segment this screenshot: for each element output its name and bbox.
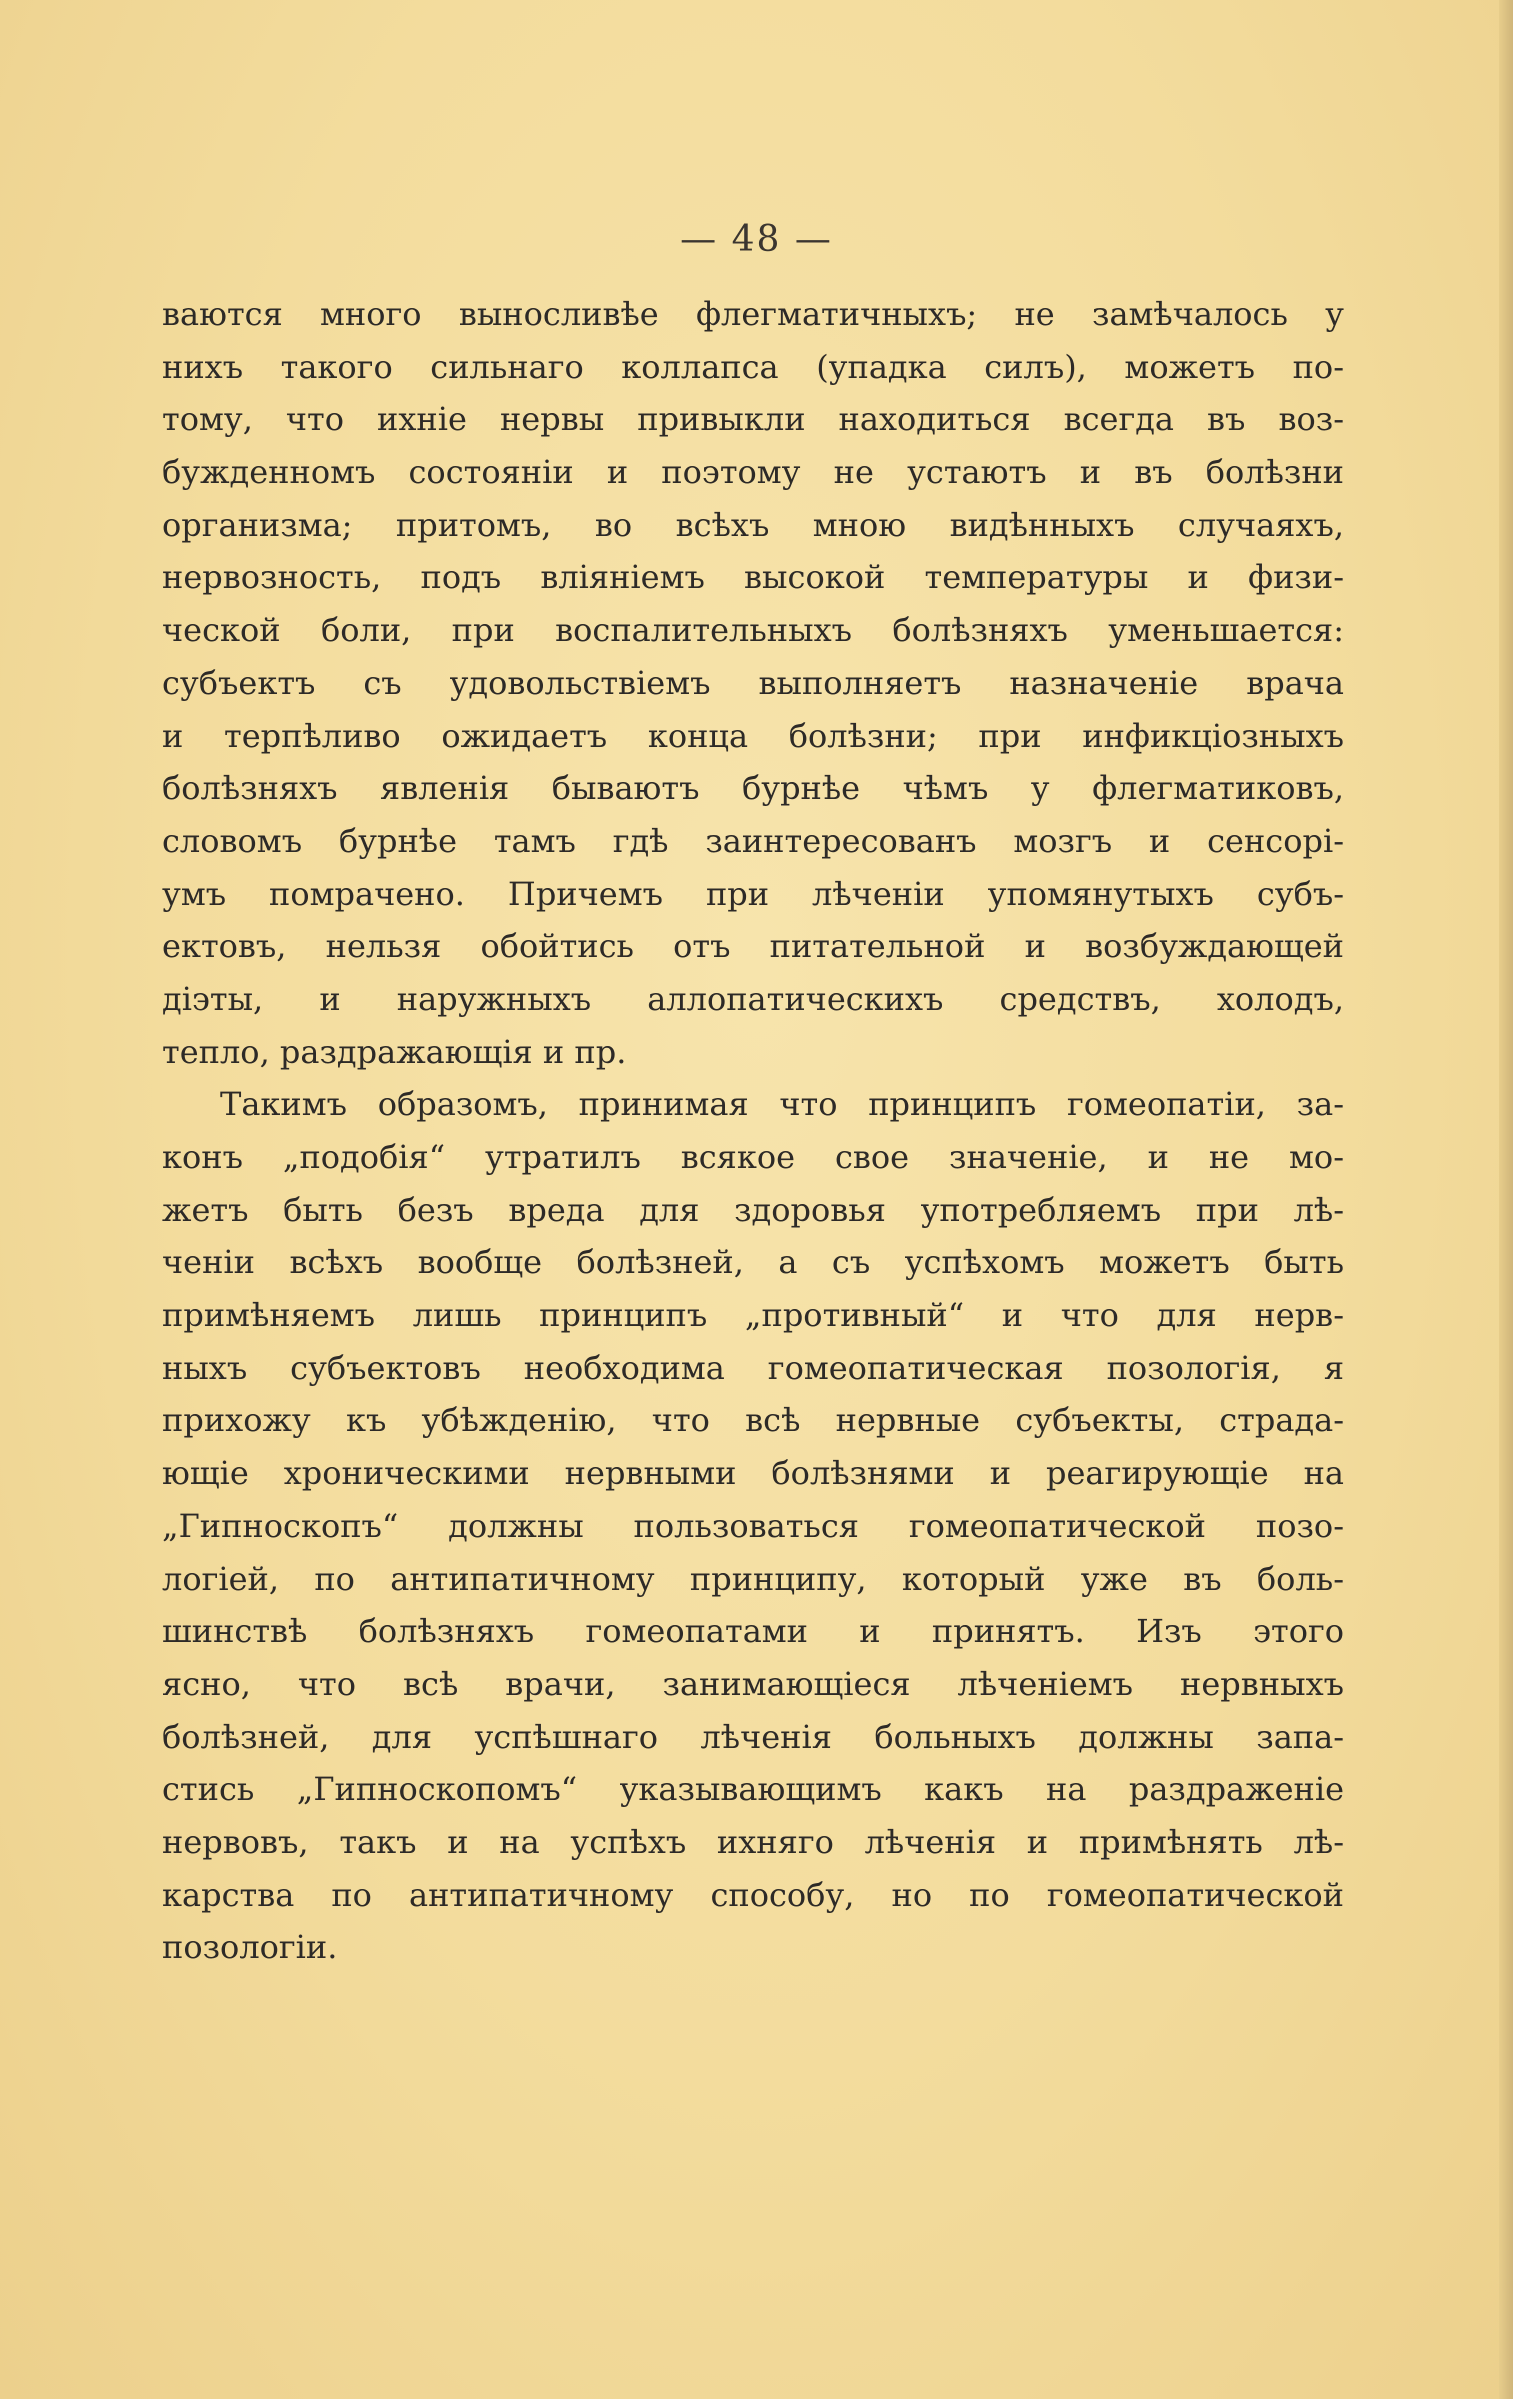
text-line: словомъ бурнѣе тамъ гдѣ заинтересованъ мозгъ и сенсорі-	[162, 821, 1344, 860]
text-line: ныхъ субъектовъ необходима гомеопатическая позологія, я	[162, 1348, 1344, 1387]
text-line: болѣзней, для успѣшнаго лѣченія больныхъ должны запа-	[162, 1717, 1344, 1756]
text-line: болѣзняхъ явленія бываютъ бурнѣе чѣмъ у флегматиковъ,	[162, 769, 1344, 808]
text-line: и терпѣливо ожидаетъ конца болѣзни; при инфикціозныхъ	[162, 716, 1344, 755]
text-line: примѣняемъ лишь принципъ „противный“ и что для нерв-	[162, 1296, 1344, 1335]
text-line: логіей, по антипатичному принципу, который уже въ боль-	[162, 1559, 1344, 1598]
text-line: „Гипноскопъ“ должны пользоваться гомеопатической позо-	[162, 1506, 1344, 1545]
text-line: шинствѣ болѣзняхъ гомеопатами и принятъ. Изъ этого	[162, 1612, 1344, 1651]
page-number: — 48 —	[680, 219, 833, 260]
text-line: умъ помрачено. Причемъ при лѣченіи упомянутыхъ субъ-	[162, 874, 1344, 913]
text-line: нервозность, подъ вліяніемъ высокой температуры и физи-	[162, 558, 1344, 597]
text-line: ченіи всѣхъ вообще болѣзней, а съ успѣхомъ можетъ быть	[162, 1243, 1344, 1282]
text-line: ваются много выносливѣе флегматичныхъ; не замѣчалось у	[162, 295, 1344, 333]
text-line: ческой боли, при воспалительныхъ болѣзняхъ уменьшается:	[162, 611, 1344, 650]
text-line: карства по антипатичному способу, но по гомеопатической	[162, 1875, 1344, 1914]
text-line: бужденномъ состояніи и поэтому не устаютъ и въ болѣзни	[162, 453, 1344, 492]
text-line: Такимъ образомъ, принимая что принципъ гомеопатіи, за-	[220, 1085, 1344, 1124]
text-line: конъ „подобія“ утратилъ всякое свое значеніе, и не мо-	[162, 1138, 1344, 1176]
text-line: субъектъ съ удовольствіемъ выполняетъ назначеніе врача	[162, 663, 1344, 702]
body-text	[162, 288, 1344, 1974]
text-line: ектовъ, нельзя обойтись отъ питательной и возбуждающей	[162, 927, 1344, 966]
text-line: жетъ быть безъ вреда для здоровья употребляемъ при лѣ-	[162, 1190, 1344, 1229]
text-line: ясно, что всѣ врачи, занимающіеся лѣченіемъ нервныхъ	[162, 1664, 1344, 1703]
text-line: ющіе хроническими нервными болѣзнями и реагирующіе на	[162, 1454, 1344, 1493]
text-line: нихъ такого сильнаго коллапса (упадка силъ), можетъ по-	[162, 347, 1344, 386]
text-line: тому, что ихніе нервы привыкли находиться всегда въ воз-	[162, 400, 1344, 439]
text-line: стись „Гипноскопомъ“ указывающимъ какъ на раздраженіе	[162, 1770, 1344, 1809]
text-line: прихожу къ убѣжденію, что всѣ нервные субъекты, страда-	[162, 1401, 1344, 1440]
page-edge-shadow	[1499, 0, 1513, 2399]
text-line: организма; притомъ, во всѣхъ мною видѣнныхъ случаяхъ,	[162, 505, 1344, 544]
text-line: діэты, и наружныхъ аллопатическихъ средствъ, холодъ,	[162, 979, 1344, 1018]
text-line: тепло, раздражающія и пр.	[162, 1032, 627, 1071]
text-line: нервовъ, такъ и на успѣхъ ихняго лѣченія и примѣнять лѣ-	[162, 1822, 1344, 1861]
text-line: позологіи.	[162, 1928, 338, 1967]
